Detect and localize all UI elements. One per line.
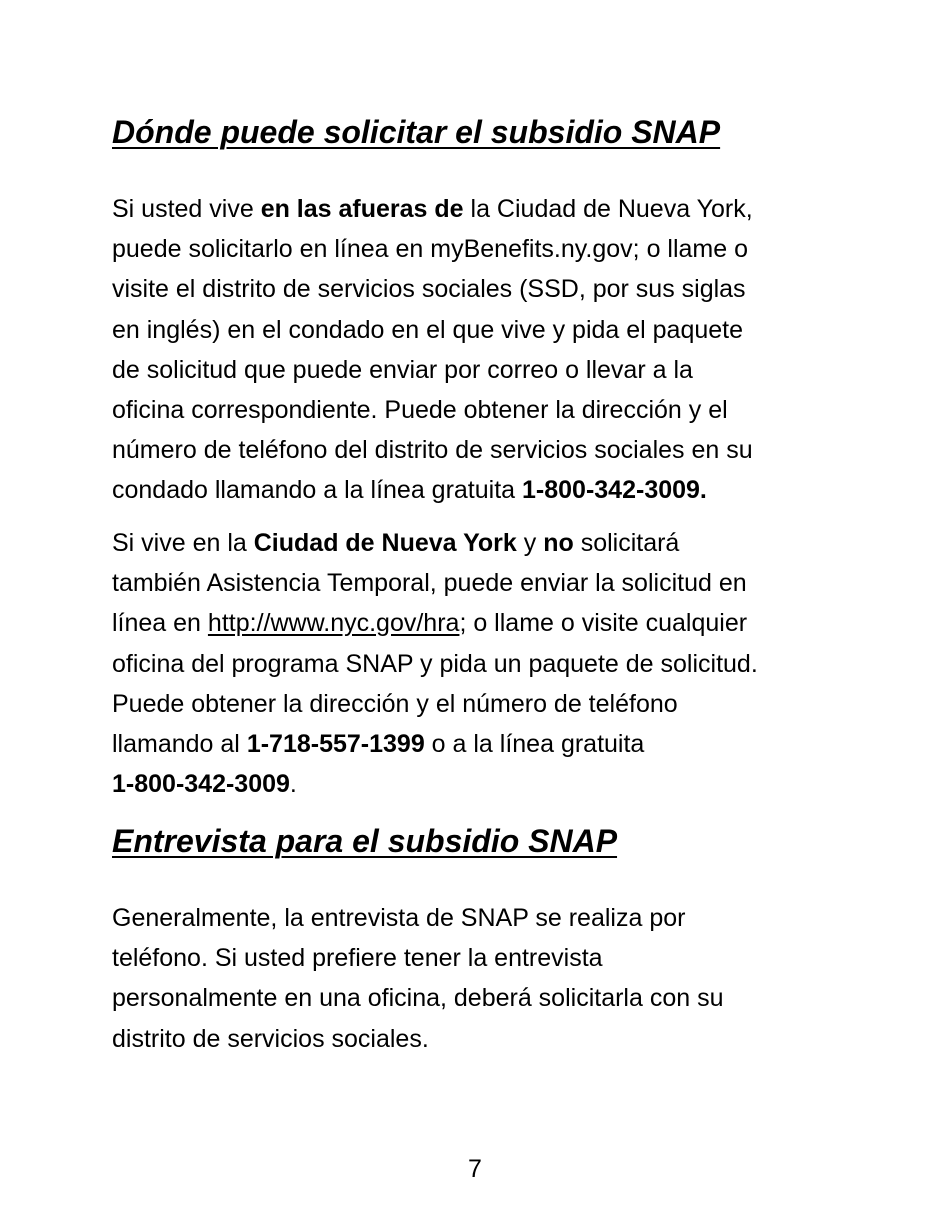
text-line: Si vive en la Ciudad de Nueva York y no solicitará	[112, 529, 680, 557]
text-line: puede solicitarlo en línea en myBenefits.ny.gov; o llame o	[112, 235, 749, 264]
text-line: también Asistencia Temporal, puede enviar la solicitud en	[112, 569, 747, 598]
paragraph-inside-nyc	[112, 523, 758, 804]
text-line: llamando al 1-718-557-1399 o a la línea gratuita	[112, 730, 645, 759]
emphasis-afueras: en las afueras de	[260, 195, 464, 223]
text-line: visite el distrito de servicios sociales (SSD, por sus siglas	[112, 275, 746, 304]
text-line: distrito de servicios sociales.	[112, 1024, 429, 1053]
text-line: en inglés) en el condado en el que vive y pida el paquete	[112, 315, 744, 344]
emphasis-ciudad-nueva-york: Ciudad de Nueva York	[253, 529, 517, 557]
text-line: Puede obtener la dirección y el número de teléfono	[112, 689, 678, 718]
text-line: número de teléfono del distrito de servicios sociales en su	[112, 436, 753, 465]
paragraph-interview	[112, 898, 724, 1059]
hra-link[interactable]: http://www.nyc.gov/hra	[207, 609, 460, 638]
text-line: 1-800-342-3009.	[112, 770, 297, 799]
page-number: 7	[468, 1155, 482, 1183]
text-line: línea en http://www.nyc.gov/hra; o llame o visite cualquier	[112, 609, 748, 638]
paragraph-outside-nyc	[112, 189, 753, 511]
text-line: Generalmente, la entrevista de SNAP se realiza por	[112, 904, 686, 932]
text-line: personalmente en una oficina, deberá solicitarla con su	[112, 984, 724, 1013]
text-line: Si usted vive en las afueras de la Ciudad de Nueva York,	[112, 195, 753, 223]
text-line: condado llamando a la línea gratuita 1-800-342-3009.	[112, 476, 707, 505]
emphasis-no: no	[543, 529, 574, 557]
text-line: teléfono. Si usted prefiere tener la entrevista	[112, 944, 603, 973]
text-line: oficina correspondiente. Puede obtener la dirección y el	[112, 396, 728, 425]
section-heading-donde-solicitar: Dónde puede solicitar el subsidio SNAP	[112, 114, 721, 150]
phone-number-tollfree: 1-800-342-3009.	[522, 476, 707, 505]
phone-number-nyc: 1-718-557-1399	[246, 730, 425, 759]
section-heading-entrevista: Entrevista para el subsidio SNAP	[112, 823, 618, 859]
phone-number-tollfree: 1-800-342-3009	[112, 770, 290, 799]
text-line: de solicitud que puede enviar por correo o llevar a la	[112, 355, 693, 384]
text-line: oficina del programa SNAP y pida un paquete de solicitud.	[112, 649, 758, 678]
